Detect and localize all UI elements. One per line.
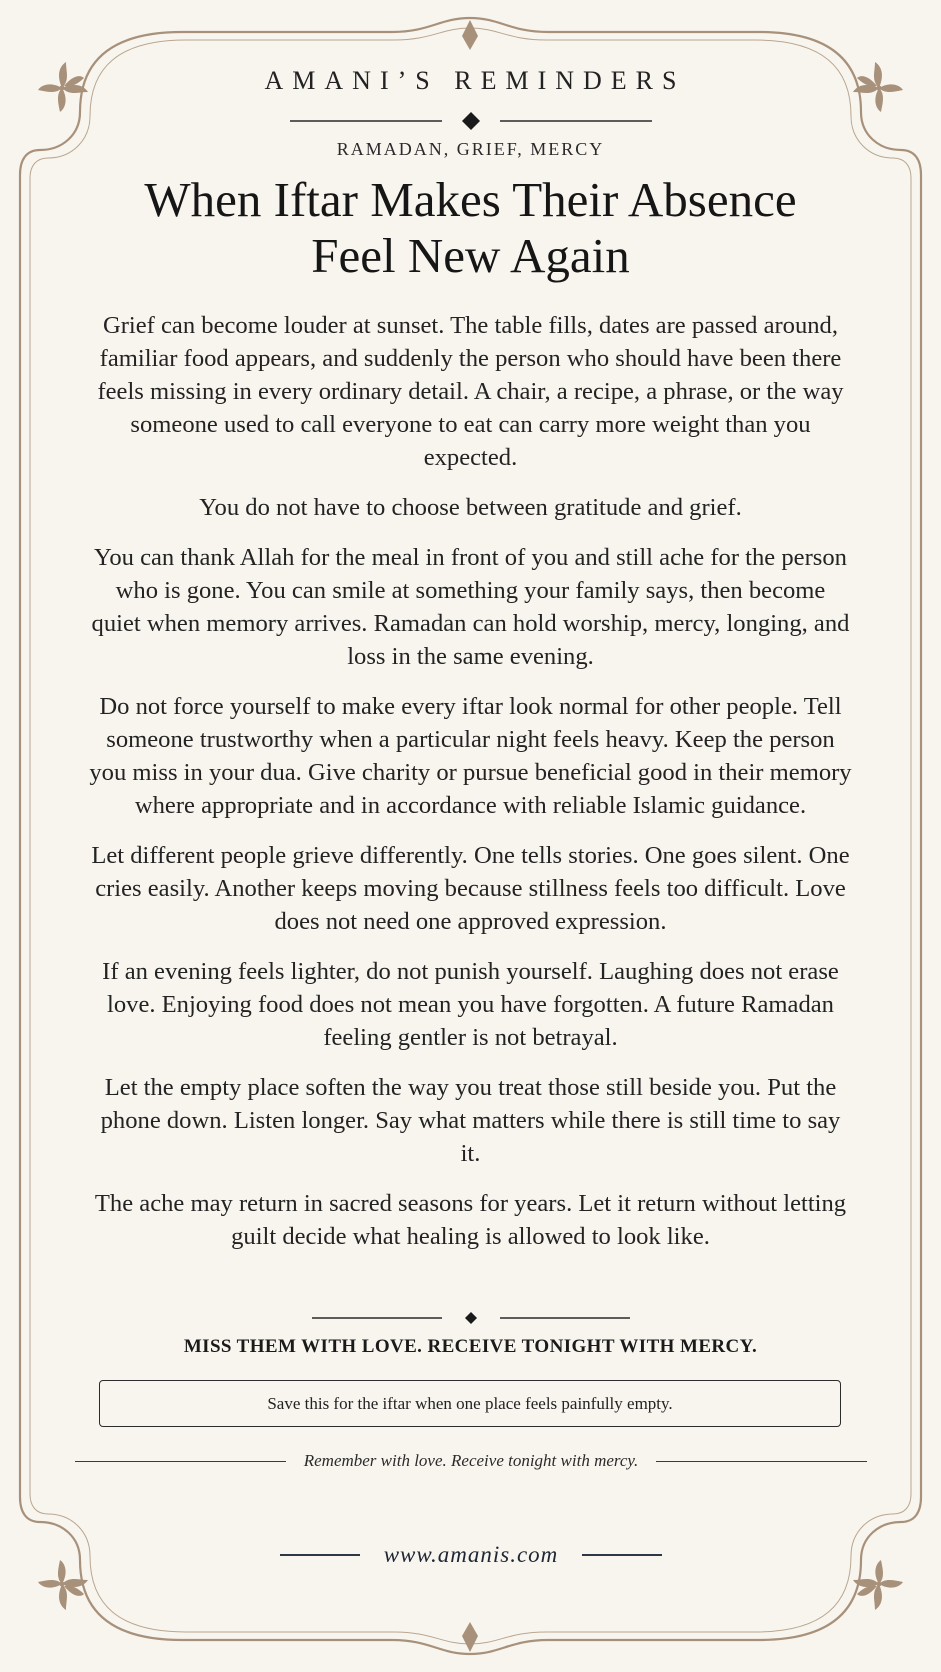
paragraph: The ache may return in sacred seasons for years. Let it return without letting guilt decide what healing is allowed to look like. — [94, 1190, 847, 1250]
url-rule-left — [280, 1554, 360, 1556]
topic-tags: RAMADAN, GRIEF, MERCY — [336, 139, 605, 159]
page-title — [60, 172, 881, 284]
save-note-text: Save this for the iftar when one place feels painfully empty. — [267, 1393, 673, 1413]
paragraph: If an evening feels lighter, do not punish yourself. Laughing does not erase love. Enjoying food does not mean you have forgotten. A future Ramadan feeling gentler is not betrayal. — [102, 958, 839, 1051]
rule-left — [75, 1461, 286, 1462]
closing-line: MISS THEM WITH LOVE. RECEIVE TONIGHT WITH MERCY. — [183, 1336, 758, 1357]
title-line-1: When Iftar Makes Their Absence — [144, 172, 797, 227]
remember-text: Remember with love. Receive tonight with mercy. — [303, 1451, 639, 1470]
remember-row — [75, 1448, 867, 1474]
paragraph: Grief can become louder at sunset. The table fills, dates are passed around, familiar food appears, and suddenly the person who should have been there feels missing in every ordinary detail. A chair, a recipe, a phrase, or the way someone used to call everyone to eat can carry more weight than you expected. — [97, 312, 844, 471]
diamond-icon — [465, 1312, 477, 1324]
website-url[interactable]: www.amanis.com — [383, 1542, 559, 1567]
diamond-icon — [462, 112, 480, 130]
closing-divider — [312, 1310, 630, 1326]
brand-divider — [290, 110, 652, 132]
paragraph: Let different people grieve differently. One tells stories. One goes silent. One cries easily. Another keeps moving because stillness feels too difficult. Love does not need one approved expression. — [91, 842, 850, 935]
url-rule-right — [582, 1554, 662, 1556]
paragraph: You can thank Allah for the meal in front of you and still ache for the person who is gone. You can smile at something your family says, then become quiet when memory arrives. Ramadan can hold worship, mercy, longing, and loss in the same evening. — [91, 544, 850, 670]
brand-name: AMANI’S REMINDERS — [264, 66, 686, 95]
title-line-2: Feel New Again — [311, 228, 630, 283]
paragraph: You do not have to choose between gratitude and grief. — [199, 494, 742, 521]
rule-right — [656, 1461, 867, 1462]
body-copy — [88, 309, 853, 1270]
paragraph: Let the empty place soften the way you treat those still beside you. Put the phone down. Listen longer. Say what matters while there is still time to say it. — [100, 1074, 841, 1167]
footer-url-row — [280, 1539, 662, 1571]
save-note-box — [99, 1380, 841, 1427]
paragraph: Do not force yourself to make every iftar look normal for other people. Tell someone trustworthy when a particular night feels heavy. Keep the person you miss in your dua. Give charity or pursue beneficial good in their memory where appropriate and in accordance with reliable Islamic guidance. — [89, 693, 852, 819]
